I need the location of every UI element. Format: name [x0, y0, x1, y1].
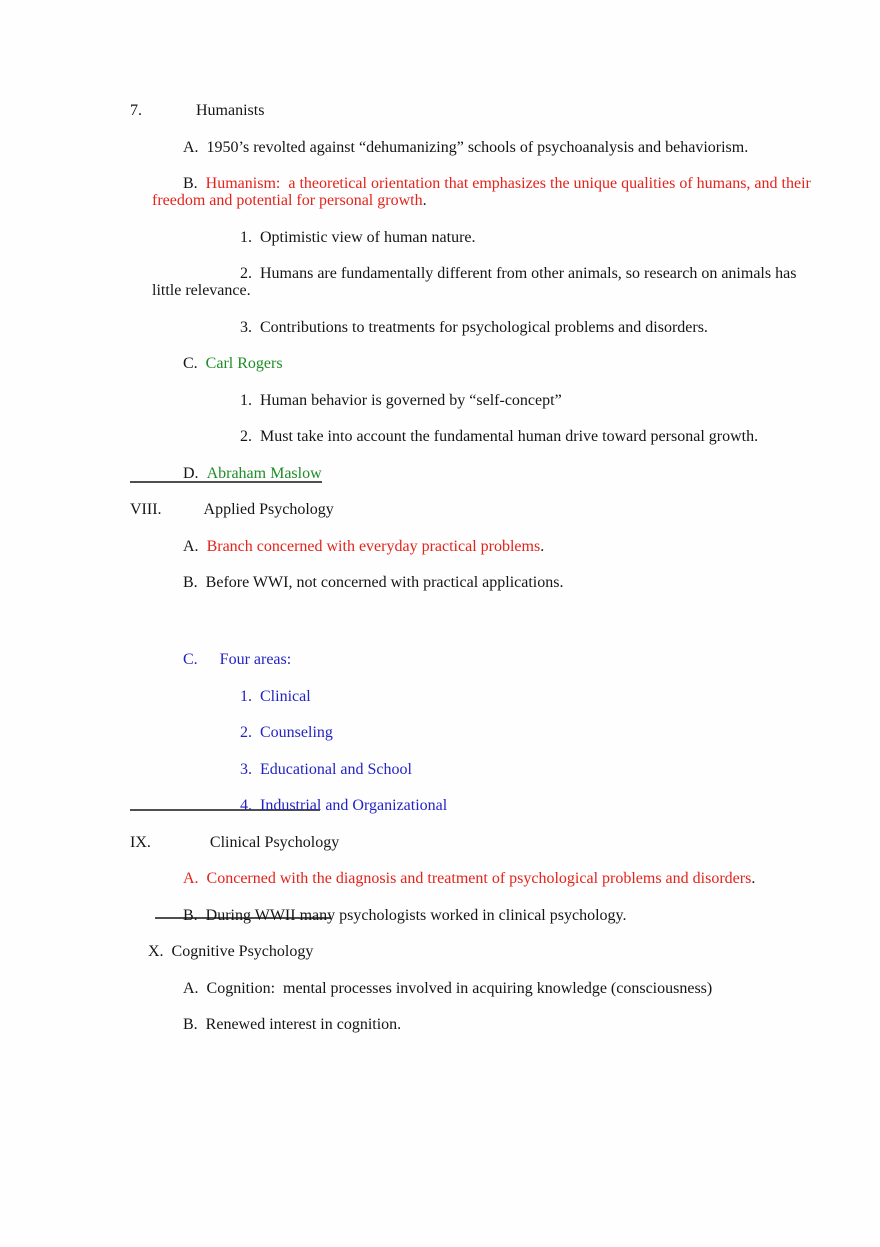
text-segment: D. — [183, 464, 207, 482]
text-segment: 3. Contributions to treatments for psychological problems and disorders. — [240, 318, 708, 336]
text-segment: B. — [183, 175, 206, 192]
outline-item-viii-c4 — [240, 797, 880, 814]
text-segment: C. — [183, 355, 206, 372]
text-segment: little relevance. — [152, 282, 251, 299]
text-segment: A. — [183, 537, 207, 555]
outline-item-viii — [130, 501, 880, 518]
outline-item-viii-c — [183, 651, 880, 668]
text-segment: 3. Educational and School — [240, 760, 412, 778]
outline-item-7 — [130, 102, 880, 119]
text-segment: A. Concerned with the diagnosis and treatment of psychological problems and disorders — [183, 870, 752, 887]
outline-item-ix-a — [183, 870, 880, 887]
text-segment: B. During WWII many psychologists worked in clinical psychology. — [183, 906, 627, 924]
text-segment: 7. — [130, 102, 142, 119]
outline-item-x-a — [183, 980, 880, 997]
text-segment: B. Before WWI, not concerned with practical applications. — [183, 574, 564, 591]
outline-item-viii-c1 — [240, 688, 880, 705]
outline-item-viii-c3 — [240, 761, 880, 778]
outline-item-7-b2-line1 — [240, 265, 880, 282]
text-segment: 4. Industrial and Organizational — [240, 797, 448, 814]
text-segment: Clinical Psychology — [209, 833, 340, 851]
text-segment: 2. Must take into account the fundamental human drive toward personal growth. — [240, 428, 759, 445]
text-segment: VIII. — [130, 501, 162, 518]
text-segment: 1. Clinical — [240, 687, 311, 705]
outline-item-ix — [130, 834, 880, 851]
outline-item-7-d — [183, 465, 880, 482]
text-segment: 2. Counseling — [240, 724, 333, 741]
outline-item-7-b3 — [240, 319, 880, 336]
outline-item-7-a — [183, 139, 880, 156]
text-segment: C. — [183, 651, 198, 668]
text-segment: B. Renewed interest in cognition. — [183, 1016, 402, 1033]
text-segment: X. Cognitive Psychology — [148, 943, 314, 960]
outline-item-7-c2 — [240, 428, 880, 445]
text-segment: Humanism: a theoretical orientation that emphasizes the unique qualities of humans, and their — [205, 175, 811, 192]
outline-item-viii-a — [183, 538, 880, 555]
outline-item-7-b1 — [240, 229, 880, 246]
text-segment: IX. — [130, 833, 151, 851]
outline-item-7-b-line2 — [152, 192, 880, 209]
text-segment: Abraham Maslow — [206, 464, 322, 482]
outline-item-x — [148, 943, 880, 960]
text-segment: . — [422, 192, 427, 209]
text-segment: 1. Optimistic view of human nature. — [240, 228, 476, 246]
text-segment: Branch concerned with everyday practical problems — [206, 537, 541, 555]
text-segment: 1. Human behavior is governed by “self-concept” — [240, 391, 562, 409]
text-segment: Applied Psychology — [203, 501, 334, 518]
text-segment: Carl Rogers — [205, 355, 283, 372]
text-segment: Four areas: — [219, 651, 292, 668]
outline-item-viii-b — [183, 574, 880, 591]
outline-item-7-c1 — [240, 392, 880, 409]
outline-item-7-b-line1 — [183, 175, 880, 192]
outline-item-x-b — [183, 1016, 880, 1033]
text-segment: A. 1950’s revolted against “dehumanizing” schools of psychoanalysis and behaviorism. — [183, 138, 749, 156]
text-segment: freedom and potential for personal growth — [152, 192, 423, 209]
text-segment: . — [751, 870, 756, 887]
outline-item-7-b2-line2 — [152, 282, 880, 299]
outline-item-ix-b — [183, 907, 880, 924]
text-segment: Humanists — [196, 102, 265, 119]
outline-item-7-c — [183, 355, 880, 372]
text-segment: 2. Humans are fundamentally different from other animals, so research on animals has — [240, 265, 797, 282]
outline-item-viii-c2 — [240, 724, 880, 741]
text-segment: . — [540, 537, 545, 555]
text-segment: A. Cognition: mental processes involved in acquiring knowledge (consciousness) — [183, 979, 713, 997]
